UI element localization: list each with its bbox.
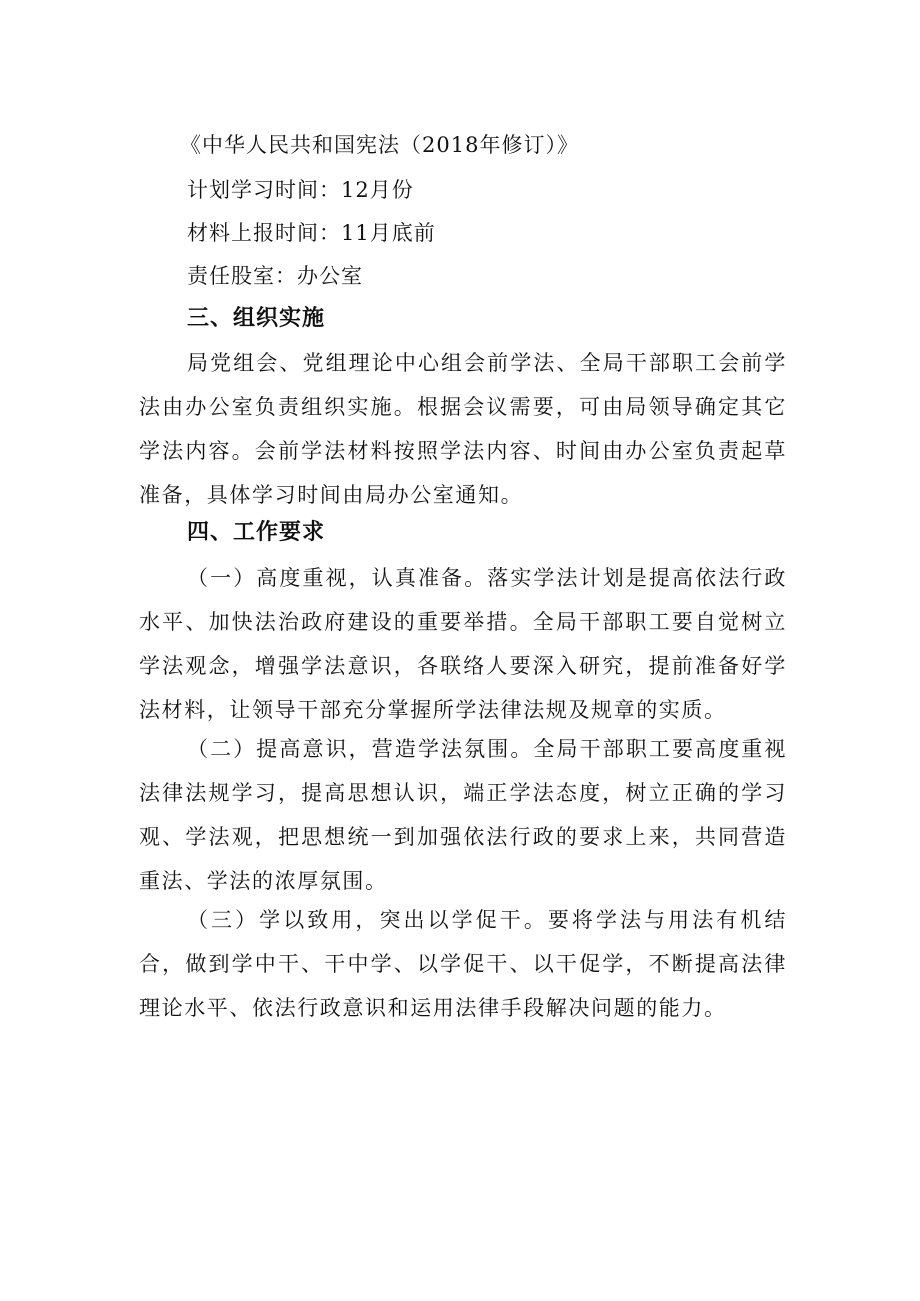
section-three-heading: 三、组织实施	[187, 306, 326, 331]
study-time: 计划学习时间：12月份	[187, 178, 414, 202]
book-title: 《中华人民共和国宪法（2018年修订）》	[180, 133, 579, 157]
requirement-item-3: （三）学以致用，突出以学促干。要将学法与用法有机结合，做到学中干、干中学、以学促干、以干促学，不断提高法律理论水平、依法行政意识和运用法律手段解决问题的能力。	[139, 908, 787, 1020]
section-three-body: 局党组会、党组理论中心组会前学法、全局干部职工会前学法由办公室负责组织实施。根据会议需要，可由局领导确定其它学法内容。会前学法材料按照学法内容、时间由办公室负责起草准备，具体学习时间由局办公室通知。	[139, 351, 787, 507]
responsible-office: 责任股室：办公室	[187, 264, 363, 288]
report-time: 材料上报时间：11月底前	[187, 221, 436, 245]
section-four-heading: 四、工作要求	[187, 520, 326, 545]
requirement-item-1: （一）高度重视，认真准备。落实学法计划是提高依法行政水平、加快法治政府建设的重要举措。全局干部职工要自觉树立学法观念，增强学法意识，各联络人要深入研究，提前准备好学法材料，让领导干部充分掌握所学法律法规及规章的实质。	[139, 566, 787, 722]
requirement-item-2: （二）提高意识，营造学法氛围。全局干部职工要高度重视法律法规学习，提高思想认识，端正学法态度，树立正确的学习观、学法观，把思想统一到加强依法行政的要求上来，共同营造重法、学法的浓厚氛围。	[139, 737, 787, 893]
